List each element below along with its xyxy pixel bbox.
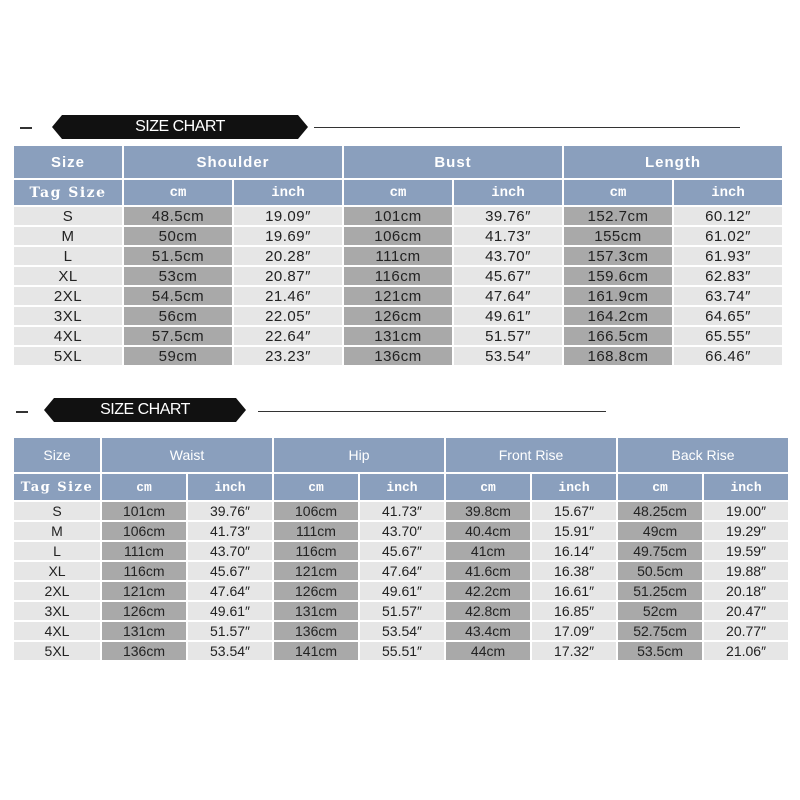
inch-value: 43.70″ — [188, 542, 272, 560]
unit-header-cm: cm — [564, 180, 672, 205]
unit-header-inch: inch — [674, 180, 782, 205]
inch-value: 65.55″ — [674, 327, 782, 345]
inch-value: 20.87″ — [234, 267, 342, 285]
table-row — [14, 582, 788, 600]
size-label: M — [14, 227, 122, 245]
unit-header-cm: cm — [618, 474, 702, 500]
cm-value: 116cm — [344, 267, 452, 285]
inch-value: 39.76″ — [454, 207, 562, 225]
inch-value: 19.88″ — [704, 562, 788, 580]
inch-value: 20.47″ — [704, 602, 788, 620]
inch-value: 45.67″ — [454, 267, 562, 285]
table-row — [14, 287, 782, 305]
cm-value: 131cm — [274, 602, 358, 620]
table-row — [14, 522, 788, 540]
inch-value: 60.12″ — [674, 207, 782, 225]
inch-value: 61.02″ — [674, 227, 782, 245]
group-header-front-rise: Front Rise — [446, 438, 616, 472]
unit-header-row — [14, 474, 788, 500]
inch-value: 51.57″ — [360, 602, 444, 620]
inch-value: 47.64″ — [454, 287, 562, 305]
unit-header-row — [14, 180, 782, 205]
tag-size-header: Tag Size — [14, 474, 100, 500]
cm-value: 49cm — [618, 522, 702, 540]
cm-value: 106cm — [274, 502, 358, 520]
inch-value: 19.09″ — [234, 207, 342, 225]
cm-value: 126cm — [344, 307, 452, 325]
inch-value: 22.05″ — [234, 307, 342, 325]
inch-value: 47.64″ — [188, 582, 272, 600]
inch-value: 41.73″ — [188, 522, 272, 540]
cm-value: 53.5cm — [618, 642, 702, 660]
inch-value: 49.61″ — [360, 582, 444, 600]
unit-header-cm: cm — [344, 180, 452, 205]
inch-value: 63.74″ — [674, 287, 782, 305]
cm-value: 52cm — [618, 602, 702, 620]
cm-value: 51.5cm — [124, 247, 232, 265]
cm-value: 136cm — [102, 642, 186, 660]
group-header-hip: Hip — [274, 438, 444, 472]
cm-value: 136cm — [344, 347, 452, 365]
banner-dash — [16, 411, 28, 413]
table-row — [14, 602, 788, 620]
size-label: M — [14, 522, 100, 540]
size-label: 5XL — [14, 347, 122, 365]
cm-value: 116cm — [102, 562, 186, 580]
inch-value: 66.46″ — [674, 347, 782, 365]
cm-value: 111cm — [102, 542, 186, 560]
inch-value: 53.54″ — [188, 642, 272, 660]
inch-value: 16.14″ — [532, 542, 616, 560]
inch-value: 21.46″ — [234, 287, 342, 305]
table-row — [14, 642, 788, 660]
banner-rule — [258, 411, 606, 412]
unit-header-inch: inch — [188, 474, 272, 500]
unit-header-cm: cm — [124, 180, 232, 205]
group-header-shoulder: Shoulder — [124, 146, 342, 178]
inch-value: 45.67″ — [188, 562, 272, 580]
inch-value: 15.91″ — [532, 522, 616, 540]
group-header-bust: Bust — [344, 146, 562, 178]
inch-value: 49.61″ — [188, 602, 272, 620]
inch-value: 43.70″ — [454, 247, 562, 265]
table-row — [14, 307, 782, 325]
inch-value: 39.76″ — [188, 502, 272, 520]
cm-value: 131cm — [102, 622, 186, 640]
table-row — [14, 247, 782, 265]
cm-value: 50.5cm — [618, 562, 702, 580]
chart2-banner: SIZE CHART — [54, 398, 236, 422]
inch-value: 62.83″ — [674, 267, 782, 285]
cm-value: 116cm — [274, 542, 358, 560]
cm-value: 121cm — [274, 562, 358, 580]
inch-value: 19.69″ — [234, 227, 342, 245]
table-row — [14, 347, 782, 365]
cm-value: 41cm — [446, 542, 530, 560]
cm-value: 40.4cm — [446, 522, 530, 540]
size-label: 3XL — [14, 602, 100, 620]
cm-value: 141cm — [274, 642, 358, 660]
group-header-row — [14, 438, 788, 472]
size-label: XL — [14, 267, 122, 285]
table-row — [14, 622, 788, 640]
size-label: L — [14, 542, 100, 560]
cm-value: 152.7cm — [564, 207, 672, 225]
cm-value: 48.5cm — [124, 207, 232, 225]
size-label: S — [14, 207, 122, 225]
table-row — [14, 227, 782, 245]
unit-header-inch: inch — [454, 180, 562, 205]
inch-value: 20.28″ — [234, 247, 342, 265]
inch-value: 51.57″ — [188, 622, 272, 640]
cm-value: 164.2cm — [564, 307, 672, 325]
unit-header-inch: inch — [704, 474, 788, 500]
cm-value: 106cm — [102, 522, 186, 540]
group-header-row — [14, 146, 782, 178]
size-label: 5XL — [14, 642, 100, 660]
inch-value: 61.93″ — [674, 247, 782, 265]
inch-value: 41.73″ — [360, 502, 444, 520]
cm-value: 42.2cm — [446, 582, 530, 600]
cm-value: 131cm — [344, 327, 452, 345]
cm-value: 39.8cm — [446, 502, 530, 520]
inch-value: 43.70″ — [360, 522, 444, 540]
tag-size-header: Tag Size — [14, 180, 122, 205]
table-row — [14, 542, 788, 560]
cm-value: 121cm — [344, 287, 452, 305]
cm-value: 42.8cm — [446, 602, 530, 620]
size-label: 4XL — [14, 622, 100, 640]
inch-value: 15.67″ — [532, 502, 616, 520]
cm-value: 136cm — [274, 622, 358, 640]
cm-value: 57.5cm — [124, 327, 232, 345]
unit-header-inch: inch — [532, 474, 616, 500]
size-column-header: Size — [14, 146, 122, 178]
inch-value: 22.64″ — [234, 327, 342, 345]
size-label: 2XL — [14, 582, 100, 600]
cm-value: 159.6cm — [564, 267, 672, 285]
unit-header-cm: cm — [446, 474, 530, 500]
table-row — [14, 267, 782, 285]
inch-value: 49.61″ — [454, 307, 562, 325]
cm-value: 49.75cm — [618, 542, 702, 560]
inch-value: 41.73″ — [454, 227, 562, 245]
inch-value: 55.51″ — [360, 642, 444, 660]
inch-value: 16.85″ — [532, 602, 616, 620]
cm-value: 157.3cm — [564, 247, 672, 265]
cm-value: 161.9cm — [564, 287, 672, 305]
size-label: L — [14, 247, 122, 265]
cm-value: 106cm — [344, 227, 452, 245]
cm-value: 48.25cm — [618, 502, 702, 520]
cm-value: 44cm — [446, 642, 530, 660]
inch-value: 17.09″ — [532, 622, 616, 640]
size-column-header: Size — [14, 438, 100, 472]
cm-value: 166.5cm — [564, 327, 672, 345]
cm-value: 41.6cm — [446, 562, 530, 580]
chart2-banner-row — [0, 392, 800, 432]
unit-header-inch: inch — [360, 474, 444, 500]
unit-header-inch: inch — [234, 180, 342, 205]
cm-value: 111cm — [344, 247, 452, 265]
inch-value: 45.67″ — [360, 542, 444, 560]
cm-value: 126cm — [274, 582, 358, 600]
inch-value: 53.54″ — [454, 347, 562, 365]
cm-value: 52.75cm — [618, 622, 702, 640]
cm-value: 155cm — [564, 227, 672, 245]
inch-value: 17.32″ — [532, 642, 616, 660]
cm-value: 101cm — [344, 207, 452, 225]
inch-value: 19.29″ — [704, 522, 788, 540]
cm-value: 53cm — [124, 267, 232, 285]
inch-value: 47.64″ — [360, 562, 444, 580]
inch-value: 21.06″ — [704, 642, 788, 660]
size-label: 3XL — [14, 307, 122, 325]
cm-value: 54.5cm — [124, 287, 232, 305]
inch-value: 19.59″ — [704, 542, 788, 560]
banner-rule — [314, 127, 740, 128]
size-label: S — [14, 502, 100, 520]
cm-value: 126cm — [102, 602, 186, 620]
chart1-banner: SIZE CHART — [62, 115, 298, 139]
inch-value: 20.18″ — [704, 582, 788, 600]
cm-value: 121cm — [102, 582, 186, 600]
size-label: XL — [14, 562, 100, 580]
inch-value: 51.57″ — [454, 327, 562, 345]
inch-value: 23.23″ — [234, 347, 342, 365]
inch-value: 20.77″ — [704, 622, 788, 640]
cm-value: 56cm — [124, 307, 232, 325]
inch-value: 64.65″ — [674, 307, 782, 325]
table-row — [14, 562, 788, 580]
size-chart-table-2 — [12, 436, 790, 662]
banner-dash — [20, 127, 32, 129]
cm-value: 111cm — [274, 522, 358, 540]
unit-header-cm: cm — [102, 474, 186, 500]
group-header-back-rise: Back Rise — [618, 438, 788, 472]
inch-value: 19.00″ — [704, 502, 788, 520]
cm-value: 168.8cm — [564, 347, 672, 365]
table-row — [14, 207, 782, 225]
chart1-banner-row — [0, 108, 800, 148]
group-header-waist: Waist — [102, 438, 272, 472]
size-label: 2XL — [14, 287, 122, 305]
inch-value: 16.61″ — [532, 582, 616, 600]
group-header-length: Length — [564, 146, 782, 178]
table-row — [14, 327, 782, 345]
size-chart-table-1 — [12, 144, 784, 367]
inch-value: 16.38″ — [532, 562, 616, 580]
cm-value: 51.25cm — [618, 582, 702, 600]
cm-value: 50cm — [124, 227, 232, 245]
unit-header-cm: cm — [274, 474, 358, 500]
table-row — [14, 502, 788, 520]
cm-value: 43.4cm — [446, 622, 530, 640]
cm-value: 59cm — [124, 347, 232, 365]
size-label: 4XL — [14, 327, 122, 345]
inch-value: 53.54″ — [360, 622, 444, 640]
cm-value: 101cm — [102, 502, 186, 520]
